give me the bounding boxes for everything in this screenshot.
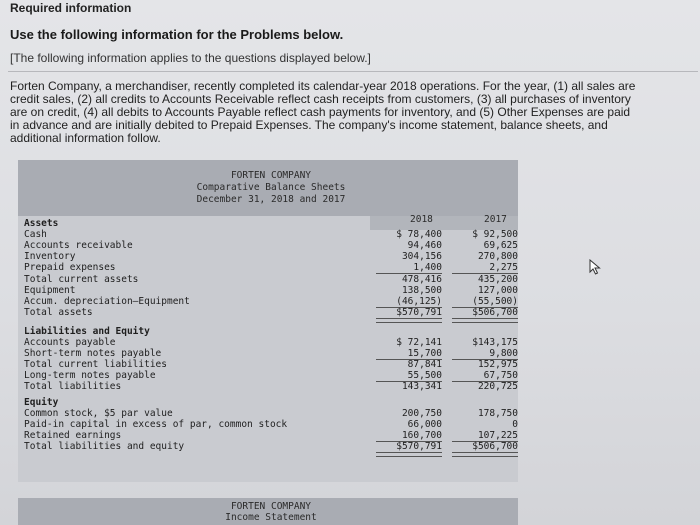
bs-value-2017: 107,225 [477, 429, 518, 441]
bs-value-2018: 87,841 [407, 359, 442, 371]
bs-row-label: Paid-in capital in excess of par, common stock [24, 418, 288, 430]
bs-title: Comparative Balance Sheets [196, 182, 346, 193]
intro-line: credit sales, (2) all credits to Accounts Receivable reflect cash receipts from customers, (3) all purchases of inventory [10, 92, 631, 106]
bs-row-label: Short-term notes payable [24, 348, 162, 360]
applies-note: [The following information applies to the questions displayed below.] [10, 51, 371, 65]
balance-sheet-table [18, 160, 518, 482]
bs-value-2017: (55,500) [472, 295, 518, 307]
bs-row-label: Accum. depreciation—Equipment [24, 295, 190, 307]
bs-value-2017: 69,625 [483, 240, 518, 252]
intro-paragraph [10, 80, 680, 145]
bs-value-2017: $506,700 [472, 440, 518, 452]
bs-row-label: Cash [24, 229, 47, 241]
bs-value-2018: $570,791 [396, 440, 442, 452]
bs-value-2017: 9,800 [489, 348, 518, 360]
bs-value-2018: 304,156 [401, 251, 442, 263]
use-following-heading: Use the following information for the Problems below. [10, 27, 344, 42]
bs-value-2017: $506,700 [472, 306, 518, 318]
bs-value-2017: $143,175 [472, 337, 518, 348]
bs-value-2018: 1,400 [413, 262, 442, 274]
intro-line: additional information follow. [10, 131, 161, 145]
bs-row-label: Prepaid expenses [24, 262, 116, 274]
double-underline [376, 318, 442, 323]
bs-value-2018: 55,500 [407, 370, 442, 382]
is-company: FORTEN COMPANY [230, 501, 312, 512]
bs-value-2018: $570,791 [396, 306, 442, 318]
bs-value-2018: 478,416 [401, 273, 442, 285]
bs-value-2018: (46,125) [396, 295, 442, 307]
bs-value-2017: 220,725 [477, 381, 518, 393]
bs-row-label: Total assets [24, 306, 93, 318]
bs-row-label: Total liabilities [24, 381, 122, 393]
bs-company: FORTEN COMPANY [230, 170, 312, 181]
bs-value-2017: 178,750 [477, 407, 518, 419]
bs-value-2018: 143,341 [401, 381, 442, 393]
bs-row-label: Equity [24, 396, 59, 408]
bs-row-label: Assets [24, 218, 59, 229]
intro-line: Forten Company, a merchandiser, recently completed its calendar-year 2018 operations. For the year, (1) all sales are [10, 79, 636, 93]
bs-value-2018: $ 72,141 [396, 337, 442, 348]
required-info-heading: Required information [10, 1, 132, 15]
bs-value-2018: 160,700 [401, 429, 442, 441]
intro-line: in advance and are initially debited to Prepaid Expenses. The company's income statement, balance sheets, and [10, 118, 608, 132]
bs-row-label: Long-term notes payable [24, 370, 156, 382]
bs-value-2018: 138,500 [401, 284, 442, 296]
double-underline [376, 452, 442, 457]
double-underline [452, 318, 518, 323]
bs-row-label: Total current liabilities [24, 359, 167, 371]
bs-value-2017: 270,800 [477, 251, 518, 263]
bs-row-label: Retained earnings [24, 429, 122, 441]
intro-line: are on credit, (4) all debits to Accounts Payable reflect cash payments for inventory, and (5) Other Expenses are paid [10, 105, 631, 119]
bs-row-label: Total current assets [24, 273, 139, 285]
year-2018-header: 2018 [410, 214, 433, 225]
bs-value-2018: $ 78,400 [396, 229, 442, 241]
bs-row-label: Total liabilities and equity [24, 440, 185, 452]
bs-value-2017: 2,275 [489, 262, 518, 274]
mouse-cursor-icon [589, 259, 601, 275]
bs-row-label: Common stock, $5 par value [24, 407, 173, 419]
bs-row-label: Liabilities and Equity [24, 325, 150, 337]
bs-value-2018: 15,700 [407, 348, 442, 360]
bs-value-2017: 67,750 [483, 370, 518, 382]
bs-value-2018: 94,460 [407, 240, 442, 252]
bs-value-2018: 200,750 [401, 407, 442, 419]
bs-value-2017: $ 92,500 [472, 229, 518, 241]
is-title: Income Statement [225, 512, 317, 523]
double-underline [452, 452, 518, 457]
income-statement-header [18, 498, 518, 525]
bs-row-label: Accounts payable [24, 337, 116, 348]
bs-value-2017: 127,000 [477, 284, 518, 296]
bs-row-label: Accounts receivable [24, 240, 133, 252]
divider [8, 71, 698, 72]
bs-value-2018: 66,000 [407, 418, 442, 430]
bs-value-2017: 0 [512, 418, 518, 430]
bs-value-2017: 435,200 [477, 273, 518, 285]
year-2017-header: 2017 [484, 214, 507, 225]
bs-value-2017: 152,975 [477, 359, 518, 371]
bs-row-label: Equipment [24, 284, 76, 296]
bs-date: December 31, 2018 and 2017 [196, 194, 346, 205]
bs-row-label: Inventory [24, 251, 76, 263]
